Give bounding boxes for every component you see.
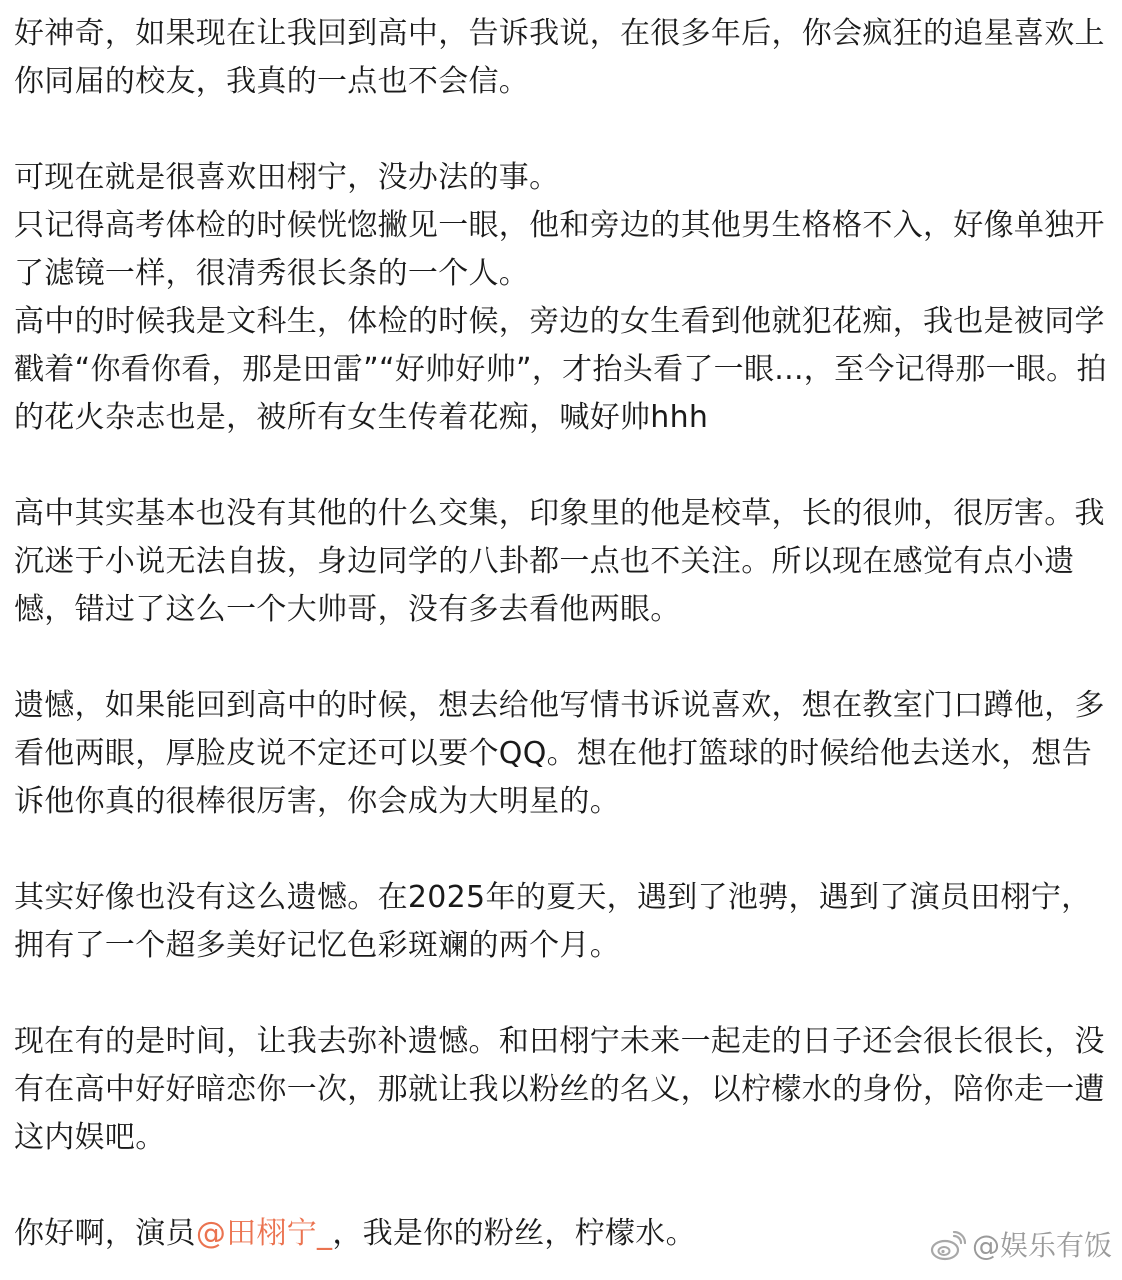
paragraph-1: 好神奇，如果现在让我回到高中，告诉我说，在很多年后，你会疯狂的追星喜欢上你同届的校友，我真的一点也不会信。 [14,16,1105,99]
weibo-logo-icon [930,1231,966,1261]
paragraph-2-line-1: 可现在就是很喜欢田栩宁，没办法的事。 [14,160,560,195]
paragraph-3: 高中其实基本也没有其他的什么交集，印象里的他是校草，长的很帅，很厉害。我沉迷于小说无法自拔，身边同学的八卦都一点也不关注。所以现在感觉有点小遗憾，错过了这么一个大帅哥，没有多去看他两眼。 [14,496,1105,627]
paragraph-gap [14,634,1108,682]
paragraph-gap [14,106,1108,154]
paragraph-2-line-2: 只记得高考体检的时候恍惚撇见一眼，他和旁边的其他男生格格不入，好像单独开了滤镜一样，很清秀很长条的一个人。 [14,208,1105,291]
paragraph-6: 现在有的是时间，让我去弥补遗憾。和田栩宁未来一起走的日子还会很长很长，没有在高中好好暗恋你一次，那就让我以粉丝的名义，以柠檬水的身份，陪你走一遭这内娱吧。 [14,1024,1105,1155]
greeting-prefix: 你好啊，演员 [14,1216,196,1251]
paragraph-2-line-3: 高中的时候我是文科生，体检的时候，旁边的女生看到他就犯花痴，我也是被同学戳着“你看你看，那是田雷”“好帅好帅”，才抬头看了一眼...，至今记得那一眼。拍的花火杂志也是，被所有女生传着花痴，喊好帅hhh [14,304,1107,435]
watermark-text: @娱乐有饭 [971,1229,1112,1262]
watermark [930,1228,1112,1264]
paragraph-gap [14,1162,1108,1210]
user-mention-link[interactable]: @田栩宁_ [195,1216,333,1251]
paragraph-gap [14,970,1108,1018]
paragraph-5: 其实好像也没有这么遗憾。在2025年的夏天，遇到了池骋，遇到了演员田栩宁，拥有了一个超多美好记忆色彩斑斓的两个月。 [14,880,1092,963]
paragraph-4: 遗憾，如果能回到高中的时候，想去给他写情书诉说喜欢，想在教室门口蹲他，多看他两眼，厚脸皮说不定还可以要个QQ。想在他打篮球的时候给他去送水，想告诉他你真的很棒很厉害，你会成为大明星的。 [14,688,1105,819]
greeting-suffix: ，我是你的粉丝，柠檬水。 [332,1216,696,1251]
paragraph-gap [14,826,1108,874]
post-body [14,10,1108,1258]
paragraph-gap [14,442,1108,490]
